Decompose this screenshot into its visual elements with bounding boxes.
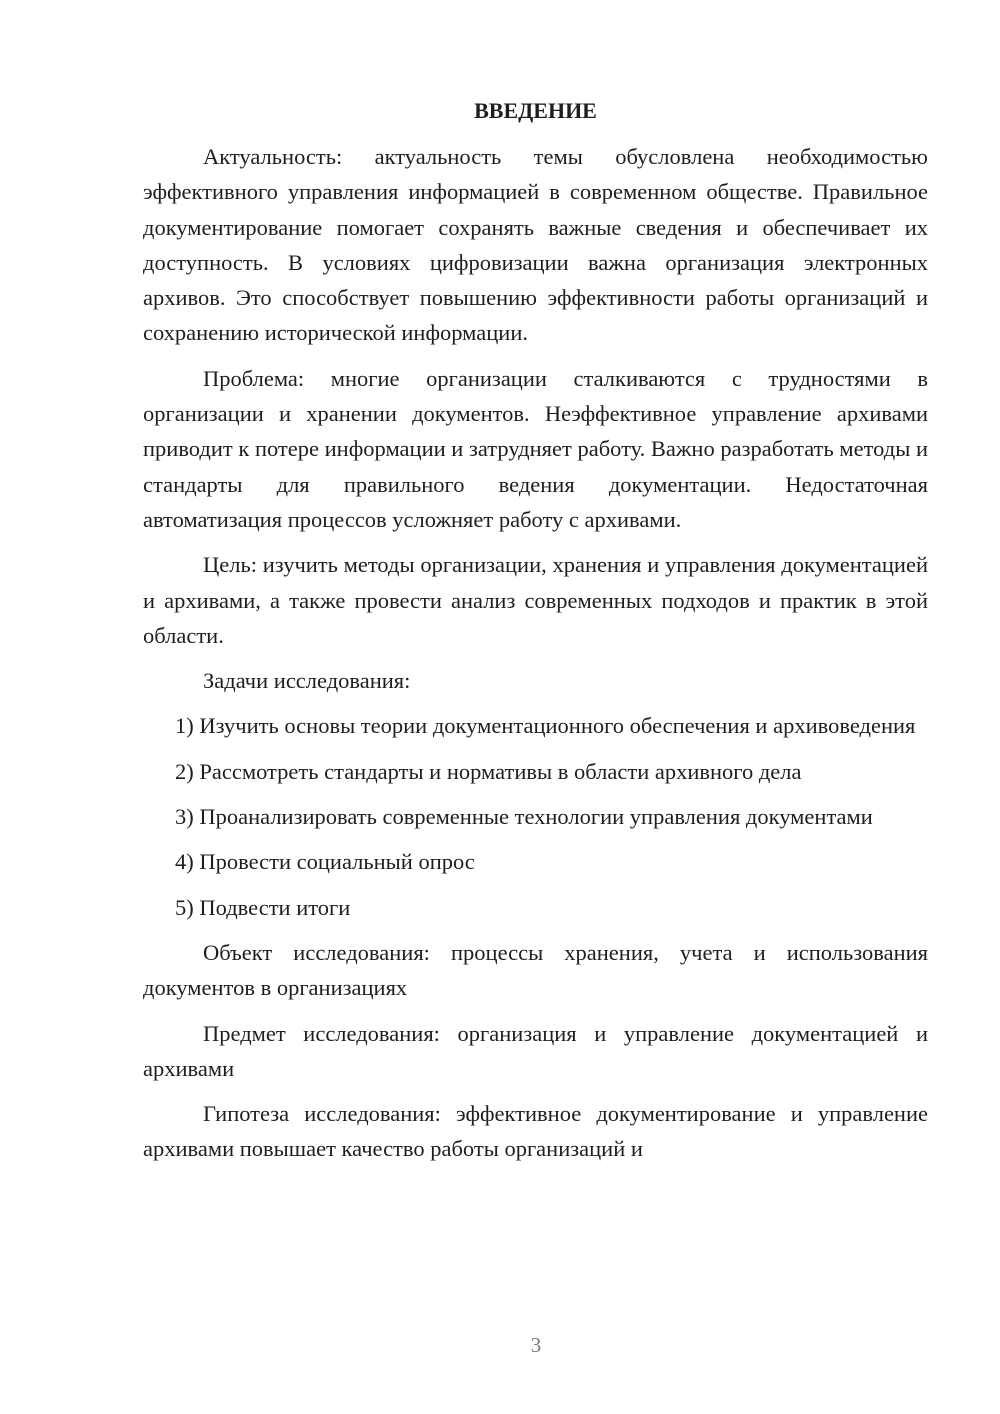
relevance-paragraph: Актуальность: актуальность темы обусловлена необходимостью эффективного управления информацией в современном обществе. Правильное документирование помогает сохранять важные сведения и обеспечивает их доступность. В условиях цифровизации важна организация электронных архивов. Это способствует повышению эффективности работы организаций и сохранению исторической информации. xyxy=(143,144,928,346)
object-paragraph: Объект исследования: процессы хранения, учета и использования документов в организациях xyxy=(143,939,928,1001)
task-item: 2) Рассмотреть стандарты и нормативы в области архивного дела xyxy=(175,758,802,784)
task-item: 5) Подвести итоги xyxy=(175,894,351,920)
goal-paragraph: Цель: изучить методы организации, хранения и управления документацией и архивами, а также провести анализ современных подходов и практик в этой области. xyxy=(143,552,928,648)
document-page xyxy=(143,96,928,1167)
task-item: 3) Проанализировать современные технологии управления документами xyxy=(175,804,873,830)
task-item: 4) Провести социальный опрос xyxy=(175,849,475,875)
page-title: ВВЕДЕНИЕ xyxy=(474,98,597,123)
page-number: 3 xyxy=(530,1333,542,1357)
problem-paragraph: Проблема: многие организации сталкиваются с трудностями в организации и хранении документов. Неэффективное управление архивами приводит к потере информации и затрудняет работу. Важно разработать методы и стандарты для правильного ведения документации. Недостаточная автоматизация процессов усложняет работу с архивами. xyxy=(143,365,928,532)
task-item: 1) Изучить основы теории документационного обеспечения и архивоведения xyxy=(175,713,916,739)
subject-paragraph: Предмет исследования: организация и управление документацией и архивами xyxy=(143,1020,928,1081)
hypothesis-paragraph: Гипотеза исследования: эффективное документирование и управление архивами повышает качество работы организаций и xyxy=(143,1101,928,1162)
tasks-heading: Задачи исследования: xyxy=(203,668,411,694)
